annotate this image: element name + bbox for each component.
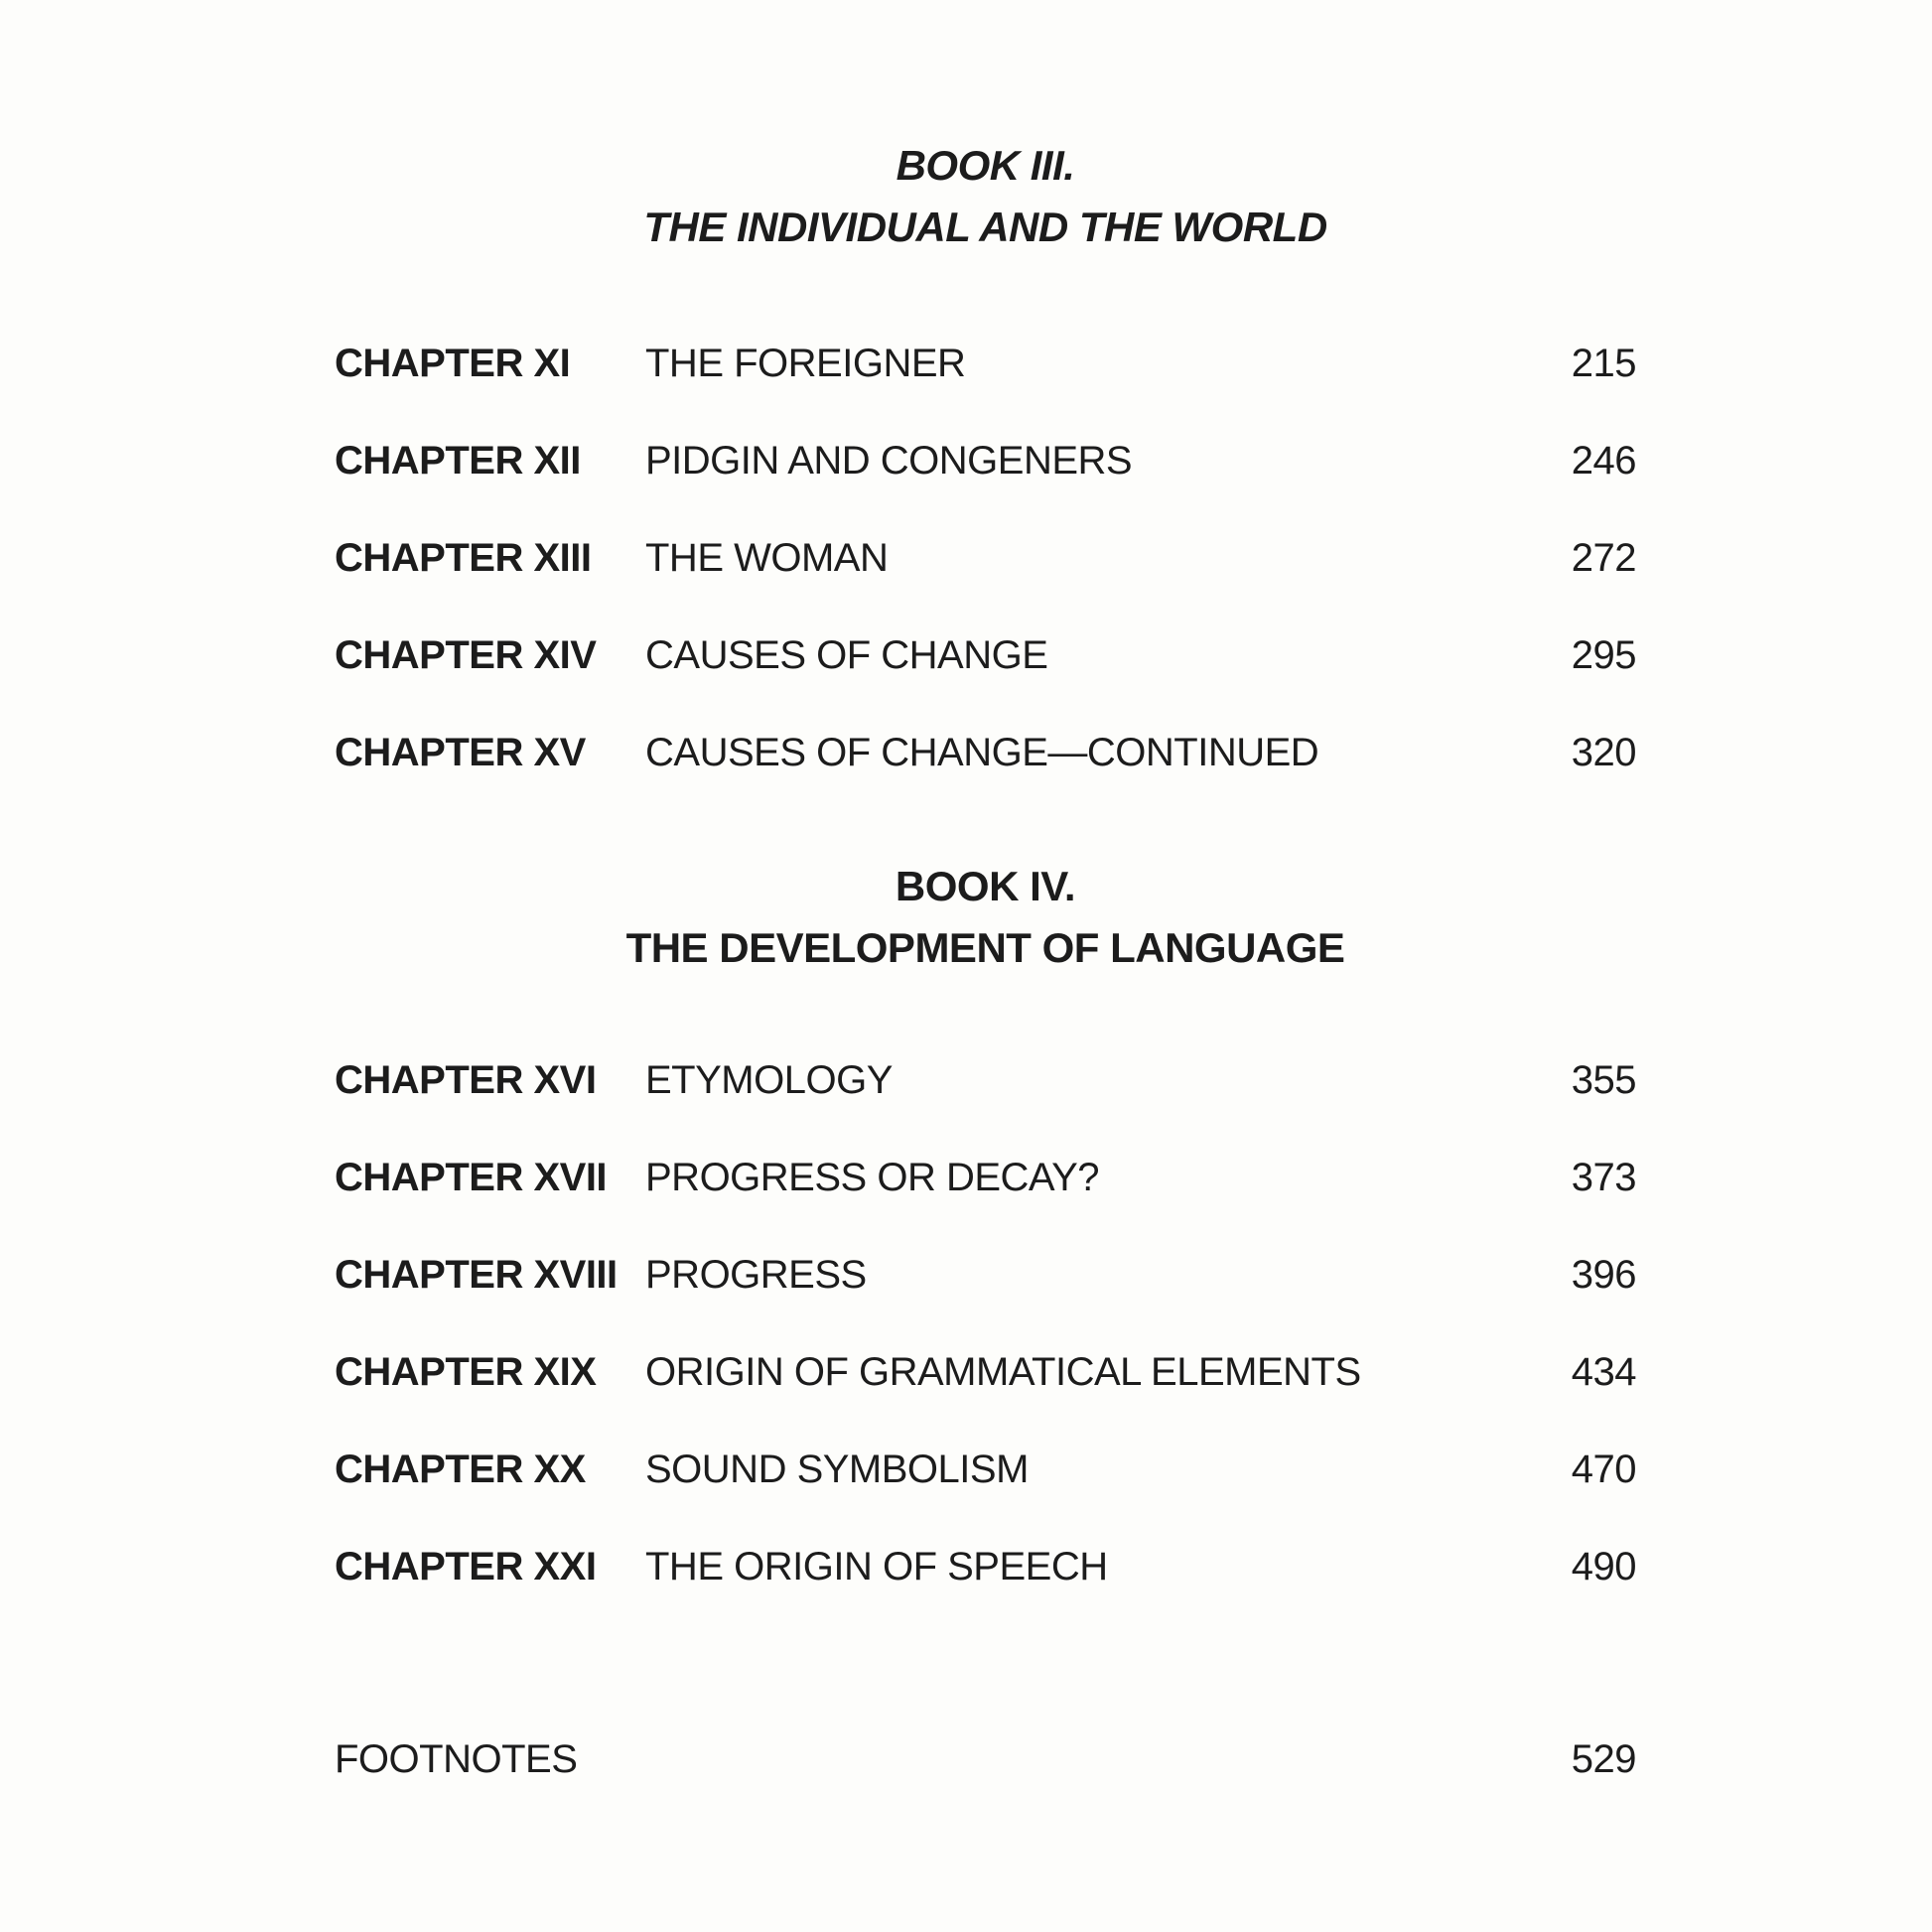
chapter-label: CHAPTER XIII bbox=[335, 536, 592, 580]
toc-row-chapter-xi bbox=[335, 340, 1636, 437]
chapter-title: THE ORIGIN OF SPEECH bbox=[645, 1545, 1108, 1588]
book4-chapter-list bbox=[335, 1056, 1636, 1640]
toc-row-chapter-xii bbox=[335, 437, 1636, 534]
chapter-label: CHAPTER XII bbox=[335, 439, 581, 483]
chapter-title: THE WOMAN bbox=[645, 536, 889, 580]
chapter-page-number: 295 bbox=[1571, 633, 1636, 677]
chapter-page-number: 246 bbox=[1571, 439, 1636, 483]
chapter-label: CHAPTER XX bbox=[335, 1448, 586, 1491]
chapter-label: CHAPTER XV bbox=[335, 731, 586, 774]
chapter-title: PROGRESS bbox=[645, 1253, 867, 1297]
chapter-page-number: 320 bbox=[1571, 731, 1636, 774]
toc-row-chapter-xix bbox=[335, 1348, 1636, 1446]
toc-row-chapter-xviii bbox=[335, 1251, 1636, 1348]
toc-row-chapter-xiii bbox=[335, 534, 1636, 631]
chapter-label: CHAPTER XXI bbox=[335, 1545, 597, 1588]
chapter-title: PROGRESS OR DECAY? bbox=[645, 1156, 1100, 1199]
toc-row-chapter-xv bbox=[335, 729, 1636, 826]
toc-row-chapter-xvii bbox=[335, 1154, 1636, 1251]
chapter-title: PIDGIN AND CONGENERS bbox=[645, 439, 1133, 483]
chapter-page-number: 215 bbox=[1571, 342, 1636, 385]
chapter-page-number: 272 bbox=[1571, 536, 1636, 580]
chapter-title: ETYMOLOGY bbox=[645, 1058, 893, 1102]
chapter-label: CHAPTER XVIII bbox=[335, 1253, 618, 1297]
chapter-title: THE FOREIGNER bbox=[645, 342, 966, 385]
chapter-title: SOUND SYMBOLISM bbox=[645, 1448, 1029, 1491]
chapter-page-number: 434 bbox=[1571, 1350, 1636, 1394]
book3-title-line: THE INDIVIDUAL AND THE WORLD bbox=[643, 204, 1327, 250]
toc-row-chapter-xiv bbox=[335, 631, 1636, 729]
book4-number-line: BOOK IV. bbox=[895, 863, 1076, 909]
chapter-title: CAUSES OF CHANGE—CONTINUED bbox=[645, 731, 1319, 774]
footnotes-label: FOOTNOTES bbox=[335, 1737, 578, 1781]
toc-row-footnotes bbox=[335, 1735, 1636, 1783]
chapter-page-number: 470 bbox=[1571, 1448, 1636, 1491]
chapter-title: CAUSES OF CHANGE bbox=[645, 633, 1048, 677]
book3-chapter-list bbox=[335, 340, 1636, 826]
book3-header bbox=[335, 135, 1636, 258]
chapter-title: ORIGIN OF GRAMMATICAL ELEMENTS bbox=[645, 1350, 1361, 1394]
chapter-page-number: 373 bbox=[1571, 1156, 1636, 1199]
toc-row-chapter-xxi bbox=[335, 1543, 1636, 1640]
footnotes-page-number: 529 bbox=[1571, 1737, 1636, 1781]
chapter-page-number: 355 bbox=[1571, 1058, 1636, 1102]
toc-row-chapter-xvi bbox=[335, 1056, 1636, 1154]
toc-row-chapter-xx bbox=[335, 1446, 1636, 1543]
chapter-page-number: 490 bbox=[1571, 1545, 1636, 1588]
book3-number-line: BOOK III. bbox=[896, 142, 1075, 189]
chapter-label: CHAPTER XI bbox=[335, 342, 571, 385]
chapter-label: CHAPTER XIX bbox=[335, 1350, 597, 1394]
chapter-label: CHAPTER XVII bbox=[335, 1156, 608, 1199]
book4-header bbox=[335, 856, 1636, 979]
chapter-label: CHAPTER XVI bbox=[335, 1058, 597, 1102]
toc-content-area bbox=[335, 0, 1636, 1932]
chapter-label: CHAPTER XIV bbox=[335, 633, 597, 677]
book4-title-line: THE DEVELOPMENT OF LANGUAGE bbox=[625, 924, 1345, 971]
chapter-page-number: 396 bbox=[1571, 1253, 1636, 1297]
